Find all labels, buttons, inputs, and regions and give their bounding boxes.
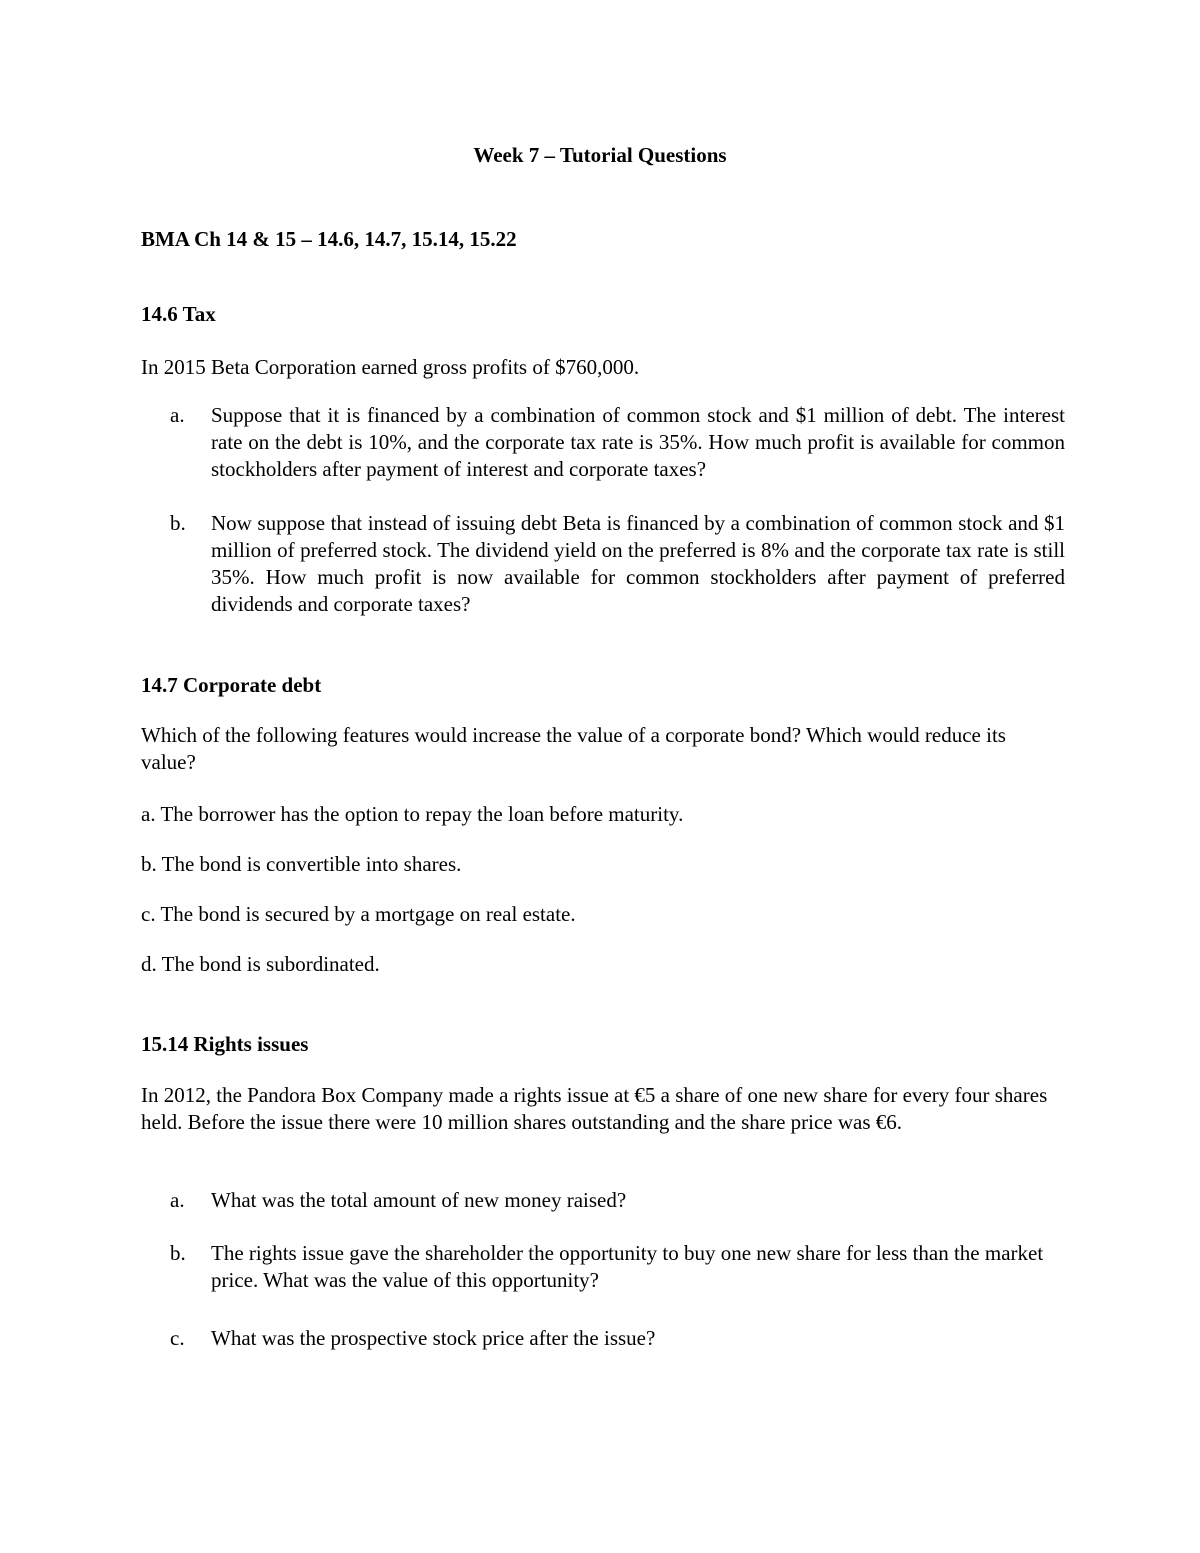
list-item <box>170 1187 1065 1214</box>
list-item: a. The borrower has the option to repay the loan before maturity. <box>141 802 684 826</box>
list-marker: b. <box>170 1241 186 1265</box>
section-heading-14-7: 14.7 Corporate debt <box>141 673 322 697</box>
list-item <box>170 510 1065 618</box>
list-item <box>170 1240 1065 1294</box>
question-text: What was the total amount of new money raised? <box>211 1188 627 1212</box>
page-title: Week 7 – Tutorial Questions <box>473 143 727 167</box>
section-heading-15-14: 15.14 Rights issues <box>141 1032 309 1056</box>
list-item <box>170 402 1065 483</box>
question-text: What was the prospective stock price after the issue? <box>211 1326 656 1350</box>
list-marker: c. <box>170 1326 185 1350</box>
section-heading-14-6: 14.6 Tax <box>141 302 216 326</box>
section-intro-15-14: In 2012, the Pandora Box Company made a rights issue at €5 a share of one new share for every four shares held. Before the issue there were 10 million shares outstanding and the share price was €6. <box>141 1083 1048 1134</box>
list-item: d. The bond is subordinated. <box>141 952 380 976</box>
list-marker: a. <box>170 403 185 427</box>
question-text: The rights issue gave the shareholder the opportunity to buy one new share for less than the market price. What was the value of this opportunity? <box>211 1241 1044 1292</box>
question-text: Suppose that it is financed by a combination of common stock and $1 million of debt. The interest rate on the debt is 10%, and the corporate tax rate is 35%. How much profit is available for common stockholders after payment of interest and corporate taxes? <box>211 403 1065 481</box>
list-item <box>170 1325 1065 1352</box>
section-intro-14-6: In 2015 Beta Corporation earned gross profits of $760,000. <box>141 355 640 379</box>
question-text: Now suppose that instead of issuing debt Beta is financed by a combination of common stock and $1 million of preferred stock. The dividend yield on the preferred is 8% and the corporate tax rate is still 35%. How much profit is now available for common stockholders after payment of preferred dividends and corporate taxes? <box>211 511 1065 616</box>
section-intro-14-7: Which of the following features would increase the value of a corporate bond? Which would reduce its value? <box>141 723 1006 774</box>
list-marker: a. <box>170 1188 185 1212</box>
chapter-reference: BMA Ch 14 & 15 – 14.6, 14.7, 15.14, 15.22 <box>141 227 517 251</box>
list-marker: b. <box>170 511 186 535</box>
list-item: b. The bond is convertible into shares. <box>141 852 462 876</box>
list-item: c. The bond is secured by a mortgage on real estate. <box>141 902 576 926</box>
